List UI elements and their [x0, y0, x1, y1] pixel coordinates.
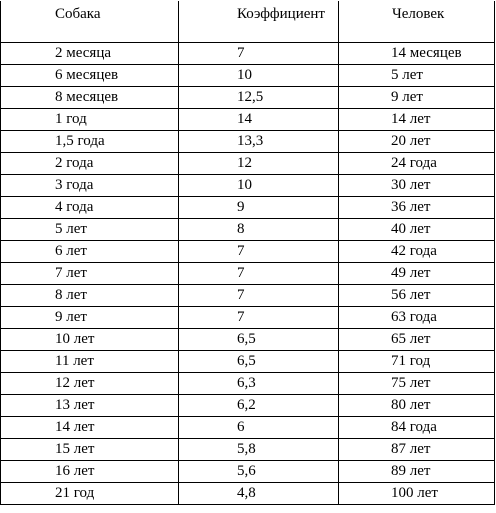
cell-coefficient [179, 285, 339, 307]
cell-coefficient-text: 5,8 [237, 441, 256, 457]
cell-human [339, 263, 495, 285]
cell-dog [1, 153, 179, 175]
table-row [1, 175, 495, 197]
cell-dog-text: 1,5 года [55, 133, 105, 149]
cell-coefficient [179, 439, 339, 461]
cell-human-text: 40 лет [391, 221, 431, 237]
cell-dog-text: 9 лет [55, 309, 87, 325]
cell-dog [1, 131, 179, 153]
cell-dog [1, 461, 179, 483]
cell-dog [1, 241, 179, 263]
cell-coefficient [179, 197, 339, 219]
cell-human-text: 100 лет [391, 485, 438, 501]
table-row [1, 153, 495, 175]
cell-coefficient [179, 373, 339, 395]
cell-human [339, 131, 495, 153]
cell-dog-text: 6 месяцев [55, 67, 119, 83]
table-header-row [1, 1, 495, 43]
cell-dog [1, 351, 179, 373]
header-human-label: Человек [392, 6, 445, 22]
cell-coefficient-text: 6,5 [237, 331, 256, 347]
cell-human-text: 5 лет [391, 67, 423, 83]
cell-dog [1, 307, 179, 329]
table-row [1, 285, 495, 307]
table-row [1, 219, 495, 241]
cell-dog-text: 13 лет [55, 397, 95, 413]
cell-human [339, 329, 495, 351]
table-row [1, 109, 495, 131]
cell-dog [1, 329, 179, 351]
cell-human [339, 241, 495, 263]
cell-human-text: 65 лет [391, 331, 431, 347]
cell-coefficient-text: 12,5 [237, 89, 264, 105]
table-row [1, 417, 495, 439]
cell-human-text: 89 лет [391, 463, 431, 479]
cell-dog-text: 2 месяца [55, 45, 112, 61]
cell-human-text: 30 лет [391, 177, 431, 193]
table-row [1, 43, 495, 65]
cell-dog [1, 263, 179, 285]
cell-dog-text: 11 лет [55, 353, 94, 369]
header-coefficient-label: Коэффициент [237, 6, 325, 22]
cell-coefficient-text: 6,3 [237, 375, 256, 391]
cell-dog-text: 5 лет [55, 221, 87, 237]
cell-coefficient [179, 461, 339, 483]
cell-dog-text: 12 лет [55, 375, 95, 391]
cell-coefficient [179, 351, 339, 373]
cell-coefficient [179, 219, 339, 241]
cell-coefficient [179, 65, 339, 87]
cell-human-text: 56 лет [391, 287, 431, 303]
cell-human-text: 9 лет [391, 89, 423, 105]
cell-coefficient [179, 263, 339, 285]
cell-dog-text: 21 год [55, 485, 95, 501]
cell-human [339, 175, 495, 197]
table-row [1, 263, 495, 285]
cell-dog [1, 285, 179, 307]
cell-human-text: 14 месяцев [391, 45, 462, 61]
cell-dog [1, 175, 179, 197]
cell-coefficient [179, 153, 339, 175]
cell-human [339, 153, 495, 175]
table-row [1, 329, 495, 351]
cell-human [339, 439, 495, 461]
cell-dog-text: 15 лет [55, 441, 95, 457]
table-row [1, 307, 495, 329]
cell-dog [1, 219, 179, 241]
cell-dog [1, 87, 179, 109]
cell-dog-text: 1 год [55, 111, 87, 127]
cell-human-text: 75 лет [391, 375, 431, 391]
cell-human [339, 417, 495, 439]
cell-coefficient-text: 10 [237, 177, 252, 193]
cell-human-text: 20 лет [391, 133, 431, 149]
cell-dog [1, 395, 179, 417]
cell-coefficient-text: 5,6 [237, 463, 256, 479]
table-row [1, 351, 495, 373]
cell-coefficient-text: 4,8 [237, 485, 256, 501]
header-dog-label: Собака [55, 6, 101, 22]
table-row [1, 65, 495, 87]
cell-coefficient [179, 43, 339, 65]
cell-coefficient-text: 14 [237, 111, 252, 127]
cell-human-text: 80 лет [391, 397, 431, 413]
table-row [1, 439, 495, 461]
cell-human [339, 65, 495, 87]
cell-coefficient [179, 109, 339, 131]
cell-dog-text: 3 года [55, 177, 94, 193]
cell-dog-text: 8 лет [55, 287, 87, 303]
cell-coefficient-text: 7 [237, 309, 245, 325]
table-row [1, 87, 495, 109]
cell-human [339, 307, 495, 329]
cell-coefficient [179, 307, 339, 329]
cell-human-text: 24 года [391, 155, 437, 171]
cell-human [339, 285, 495, 307]
cell-coefficient-text: 6,2 [237, 397, 256, 413]
cell-dog [1, 417, 179, 439]
cell-coefficient-text: 7 [237, 287, 245, 303]
top-crop-edge [0, 0, 496, 1]
cell-human [339, 351, 495, 373]
cell-human [339, 483, 495, 505]
cell-dog-text: 8 месяцев [55, 89, 119, 105]
cell-dog [1, 197, 179, 219]
cell-human [339, 197, 495, 219]
cell-dog [1, 439, 179, 461]
cell-dog-text: 14 лет [55, 419, 95, 435]
cell-coefficient-text: 12 [237, 155, 252, 171]
table-row [1, 483, 495, 505]
cell-human-text: 36 лет [391, 199, 431, 215]
cell-dog [1, 65, 179, 87]
table-row [1, 241, 495, 263]
cell-coefficient [179, 241, 339, 263]
cell-human-text: 49 лет [391, 265, 431, 281]
cell-coefficient [179, 175, 339, 197]
cell-human-text: 84 года [391, 419, 437, 435]
cell-coefficient-text: 7 [237, 265, 245, 281]
cell-human [339, 87, 495, 109]
cell-dog-text: 4 года [55, 199, 94, 215]
cell-coefficient-text: 13,3 [237, 133, 264, 149]
cell-coefficient [179, 483, 339, 505]
cell-dog-text: 2 года [55, 155, 94, 171]
cell-dog [1, 109, 179, 131]
cell-coefficient [179, 395, 339, 417]
cell-dog-text: 6 лет [55, 243, 87, 259]
cell-coefficient-text: 7 [237, 45, 245, 61]
cell-human [339, 109, 495, 131]
table-row [1, 373, 495, 395]
header-dog [1, 1, 179, 43]
table-row [1, 395, 495, 417]
header-coefficient [179, 1, 339, 43]
cell-coefficient-text: 7 [237, 243, 245, 259]
cell-coefficient-text: 9 [237, 199, 245, 215]
header-human [339, 1, 495, 43]
table-row [1, 131, 495, 153]
cell-coefficient-text: 6,5 [237, 353, 256, 369]
cell-dog-text: 16 лет [55, 463, 95, 479]
cell-coefficient [179, 329, 339, 351]
table-row [1, 197, 495, 219]
table-body [1, 43, 495, 505]
cell-human [339, 461, 495, 483]
cell-dog [1, 43, 179, 65]
cell-human [339, 395, 495, 417]
cell-dog [1, 373, 179, 395]
cell-dog-text: 10 лет [55, 331, 95, 347]
cell-dog-text: 7 лет [55, 265, 87, 281]
cell-human-text: 14 лет [391, 111, 431, 127]
cell-human [339, 43, 495, 65]
cell-dog [1, 483, 179, 505]
cell-coefficient [179, 131, 339, 153]
table-row [1, 461, 495, 483]
cell-human [339, 219, 495, 241]
cell-human-text: 87 лет [391, 441, 431, 457]
cell-human-text: 71 год [391, 353, 431, 369]
cell-coefficient [179, 417, 339, 439]
cell-human-text: 63 года [391, 309, 437, 325]
cell-human [339, 373, 495, 395]
cell-coefficient-text: 6 [237, 419, 245, 435]
cell-coefficient-text: 10 [237, 67, 252, 83]
cell-coefficient [179, 87, 339, 109]
cell-coefficient-text: 8 [237, 221, 245, 237]
cell-human-text: 42 года [391, 243, 437, 259]
